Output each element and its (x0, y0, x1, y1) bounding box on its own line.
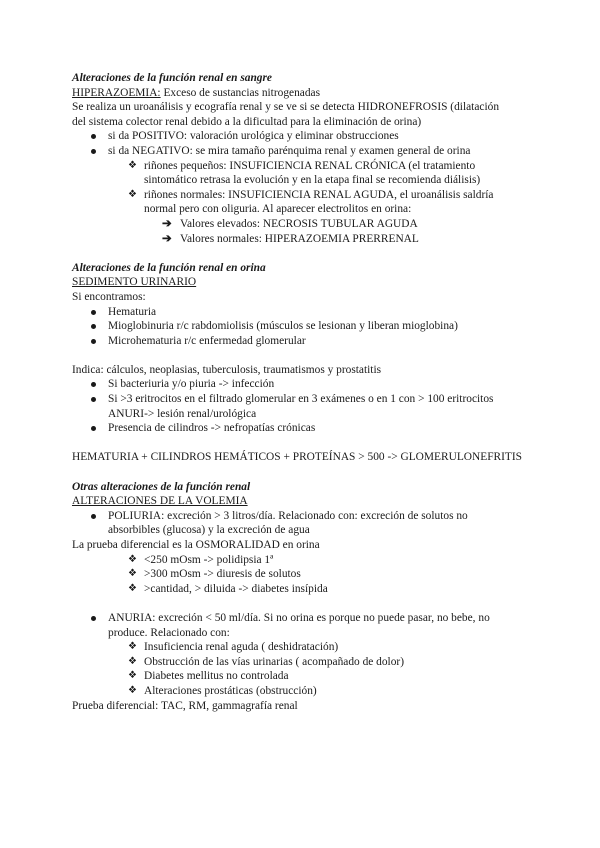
list-item-text: Si >3 eritrocitos en el filtrado glomerular en 3 exámenes o en 1 con > 100 eritrocitos (108, 393, 494, 406)
list-item-text: si da NEGATIVO: se mira tamaño parénquima renal y examen general de orina (108, 144, 471, 157)
list-item-text: Hematuria (108, 305, 157, 318)
indica-line: Indica: cálculos, neoplasias, tuberculosis, traumatismos y prostatitis (72, 363, 382, 376)
list-item (72, 319, 542, 334)
list-item (72, 144, 542, 159)
list-item-text: Valores elevados: NECROSIS TUBULAR AGUDA (180, 217, 418, 230)
list-item-text: Alteraciones prostáticas (obstrucción) (144, 684, 317, 697)
list-item-text: <250 mOsm -> polidipsia 1ª (144, 553, 274, 566)
diamond-bullet-icon: ❖ (128, 670, 137, 682)
list-item-text: si da POSITIVO: valoración urológica y eliminar obstrucciones (108, 130, 399, 143)
list-item-text: POLIURIA: excreción > 3 litros/día. Relacionado con: excreción de solutos no (108, 509, 468, 522)
bullet-icon (91, 514, 96, 519)
bullet-icon (91, 324, 96, 329)
list-item-text: Diabetes mellitus no controlada (144, 670, 289, 683)
diamond-bullet-icon: ❖ (128, 641, 137, 653)
list-item-text: sintomático retrasa la evolución y en la etapa final se recomienda diálisis) (144, 174, 481, 187)
diamond-bullet-icon: ❖ (128, 568, 137, 580)
bullet-icon (91, 339, 96, 344)
sub-list-item (72, 684, 542, 699)
list-item-text: ANURIA: excreción < 50 ml/día. Si no orina es porque no puede pasar, no bebe, no (108, 611, 490, 624)
bullet-icon (91, 134, 96, 139)
diamond-bullet-icon: ❖ (128, 684, 137, 696)
sub-list-item (72, 655, 542, 670)
list-item (72, 611, 542, 640)
arrow-right-icon: ➔ (162, 232, 172, 245)
sub-list-item (72, 582, 542, 597)
bullet-icon (91, 382, 96, 387)
intro-line: del sistema colector renal debido a la dificultad para la eliminación de orina) (72, 115, 422, 128)
prueba-line: Prueba diferencial: TAC, RM, gammagrafía renal (72, 699, 298, 712)
arrow-list-item (72, 217, 542, 232)
list-item-text: Valores normales: HIPERAZOEMIA PRERRENAL (180, 232, 419, 245)
section-heading-other: Otras alteraciones de la función renal (72, 480, 251, 493)
prueba-line: La prueba diferencial es la OSMORALIDAD en orina (72, 539, 320, 551)
arrow-list-item (72, 232, 542, 247)
bullet-icon (91, 616, 96, 621)
bullet-icon (91, 426, 96, 431)
section-heading-urine: Alteraciones de la función renal en orina (72, 261, 266, 274)
sub-list-item (72, 553, 542, 568)
hiperazoemia-definition (72, 86, 542, 101)
list-item-text: Microhematuria r/c enfermedad glomerular (108, 334, 306, 347)
sub-list-item (72, 159, 542, 188)
list-item-text: absorbibles (glucosa) y la excreción de agua (108, 524, 310, 537)
list-item-text: ANURI-> lesión renal/urológica (108, 407, 257, 420)
list-item-text: >cantidad, > diluida -> diabetes insípida (144, 582, 328, 595)
list-item (72, 509, 542, 538)
document-content (72, 71, 542, 713)
list-item-text: produce. Relacionado con: (108, 626, 230, 639)
intro-line: Se realiza un uroanálisis y ecografía renal y se ve si se detecta HIDRONEFROSIS (dilatación (72, 101, 500, 114)
glomerulonefritis-formula: HEMATURIA + CILINDROS HEMÁTICOS + PROTEÍNAS > 500 -> GLOMERULONEFRITIS (72, 451, 523, 464)
list-item-text: riñones normales: INSUFICIENCIA RENAL AGUDA, el uroanálisis saldría (144, 188, 494, 201)
bullet-icon (91, 149, 96, 154)
volemia-subheading: ALTERACIONES DE LA VOLEMIA (72, 495, 248, 508)
list-item-text: Presencia de cilindros -> nefropatías crónicas (108, 422, 316, 435)
diamond-bullet-icon: ❖ (128, 655, 137, 667)
list-item-text: normal pero con oliguria. Al aparecer electrolitos en orina: (144, 203, 412, 216)
sub-list-item (72, 640, 542, 655)
list-item (72, 305, 542, 320)
diamond-bullet-icon: ❖ (128, 582, 137, 594)
list-item-text: >300 mOsm -> diuresis de solutos (144, 568, 301, 581)
hiperazoemia-term: HIPERAZOEMIA: (72, 86, 161, 99)
sub-list-item (72, 567, 542, 582)
diamond-bullet-icon: ❖ (128, 553, 137, 565)
list-item-text: riñones pequeños: INSUFICIENCIA RENAL CRÓNICA (el tratamiento (144, 159, 476, 172)
sub-list-item (72, 669, 542, 684)
bullet-icon (91, 310, 96, 315)
list-item-text: Mioglobinuria r/c rabdomiolisis (músculos se lesionan y liberan mioglobina) (108, 320, 458, 333)
list-item-text: Insuficiencia renal aguda ( deshidratación) (144, 641, 339, 654)
list-item (72, 129, 542, 144)
diamond-bullet-icon: ❖ (128, 159, 137, 171)
list-item (72, 334, 542, 349)
section-heading-blood: Alteraciones de la función renal en sangre (72, 72, 272, 84)
hiperazoemia-text: Exceso de sustancias nitrogenadas (160, 86, 321, 99)
list-item (72, 377, 542, 392)
sedimento-subheading: SEDIMENTO URINARIO (72, 276, 197, 289)
list-item-text: Si bacteriuria y/o piuria -> infección (108, 378, 275, 391)
intro-line: Si encontramos: (72, 290, 146, 303)
list-item (72, 421, 542, 436)
list-item-text: Obstrucción de las vías urinarias ( acompañado de dolor) (144, 655, 404, 668)
sub-list-item (72, 188, 542, 217)
diamond-bullet-icon: ❖ (128, 188, 137, 200)
arrow-right-icon: ➔ (162, 217, 172, 230)
list-item (72, 392, 542, 421)
bullet-icon (91, 397, 96, 402)
